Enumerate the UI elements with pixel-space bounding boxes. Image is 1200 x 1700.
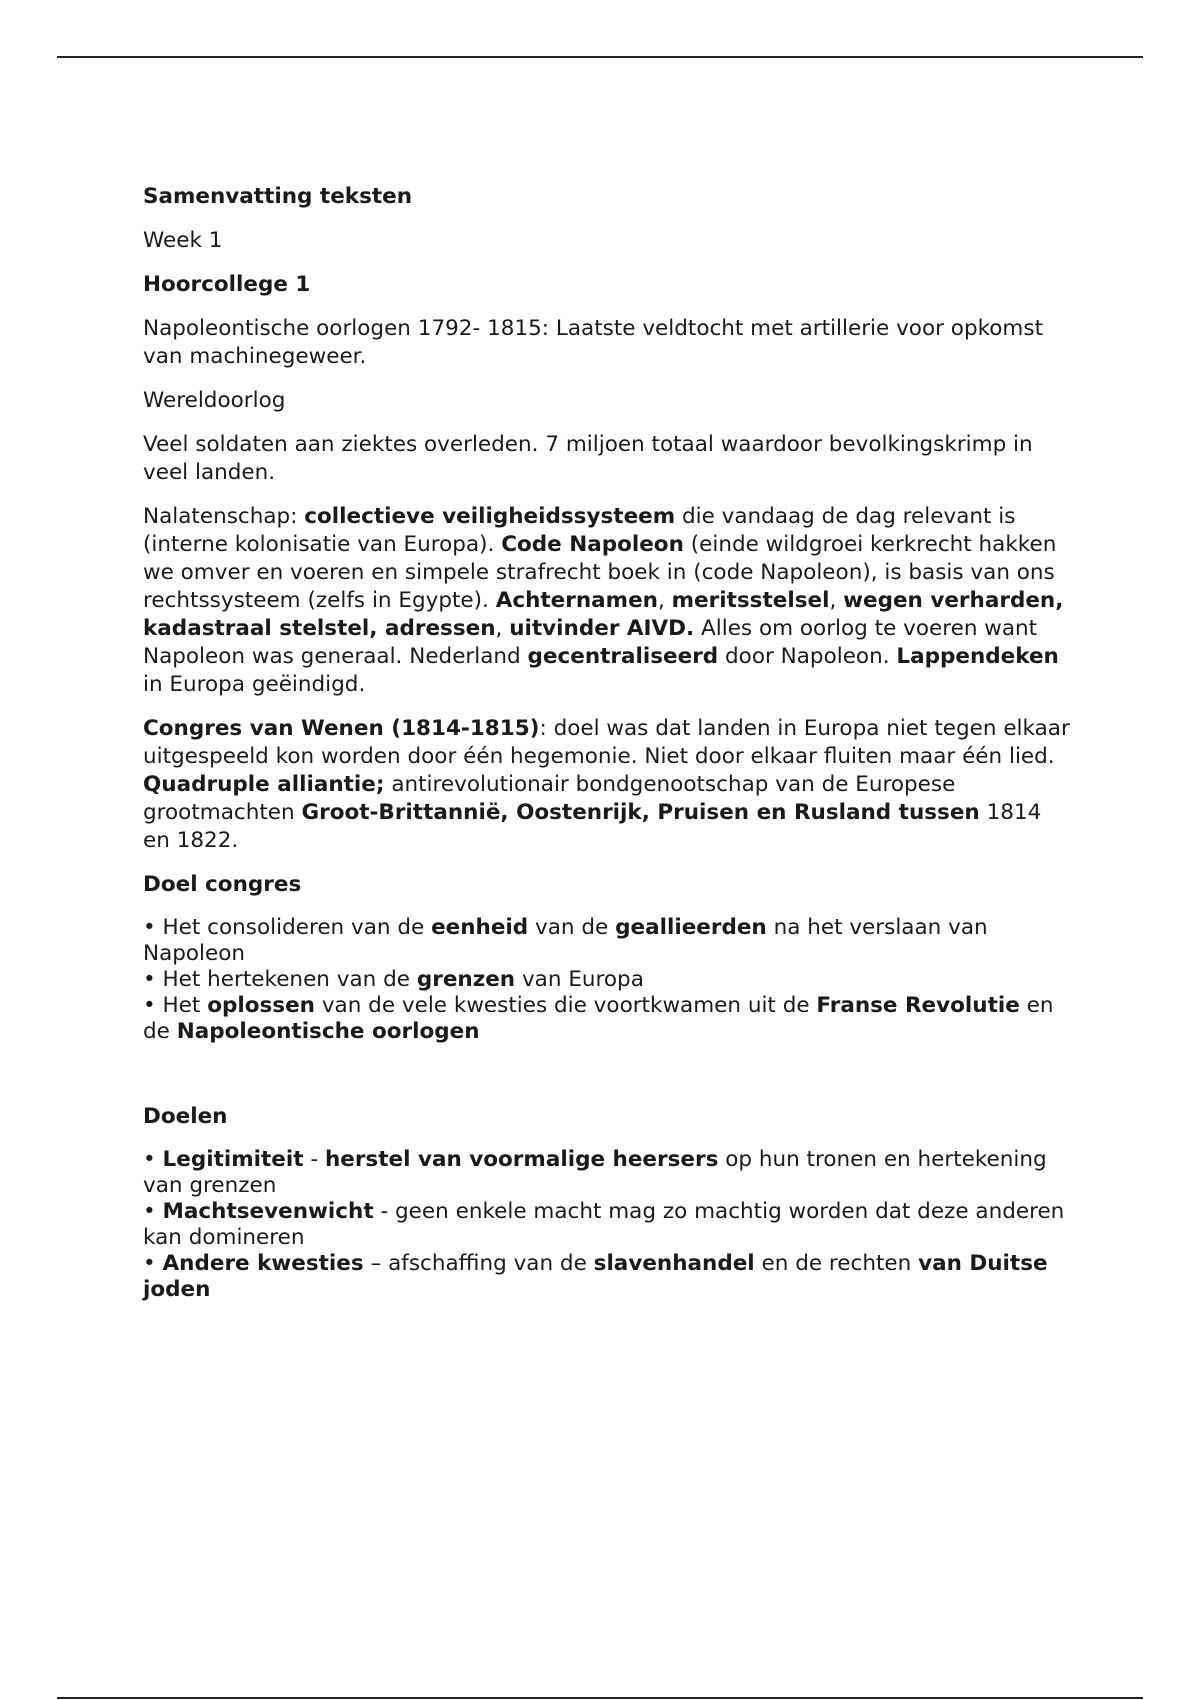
text-run: 1814 en 1822. xyxy=(143,800,1042,853)
text-run: op hun tronen en hertekening van grenzen xyxy=(143,1147,1047,1198)
paragraph-congres xyxy=(143,715,1073,855)
text-run: en de xyxy=(143,993,1054,1044)
bold-text: Andere kwesties xyxy=(162,1251,364,1276)
doel-congres-heading: Doel congres xyxy=(143,872,302,897)
doel-congres-list xyxy=(143,915,1073,1045)
doelen-list xyxy=(143,1147,1073,1303)
spacer xyxy=(143,1061,1073,1103)
text-run: • xyxy=(143,1199,163,1224)
top-rule xyxy=(57,56,1143,58)
paragraph-nalatenschap xyxy=(143,503,1073,699)
text-run: van Europa xyxy=(515,967,644,992)
bold-text: Lappendeken xyxy=(896,644,1059,669)
text-run: Nalatenschap: xyxy=(143,504,305,529)
text-run: die vandaag de dag relevant is (interne kolonisatie van Europa). xyxy=(143,504,1016,557)
list-item xyxy=(143,1199,1073,1251)
list-item xyxy=(143,1147,1073,1199)
bold-text: Franse Revolutie xyxy=(816,993,1020,1018)
text-run: , xyxy=(829,588,844,613)
bold-text: herstel van voormalige heersers xyxy=(324,1147,719,1172)
bold-text: wegen verharden, kadastraal stelstel, adressen xyxy=(143,588,1064,641)
text-run: : doel was dat landen in Europa niet tegen elkaar uitgespeeld kon worden door één hegemonie. Niet door elkaar fluiten maar één lied. xyxy=(143,716,1070,769)
list-item xyxy=(143,915,1073,967)
text-run: in Europa geëindigd. xyxy=(143,672,366,697)
bold-text: van Duitse joden xyxy=(143,1251,1048,1302)
text-run: door Napoleon. xyxy=(718,644,897,669)
bold-text: grenzen xyxy=(416,967,516,992)
text-run: Alles om oorlog te voeren want Napoleon was generaal. Nederland xyxy=(143,616,1038,669)
bold-text: uitvinder AIVD. xyxy=(509,616,695,641)
bold-text: Quadruple alliantie; xyxy=(143,772,385,797)
text-run: en de rechten xyxy=(754,1251,919,1276)
paragraph-wereldoorlog: Wereldoorlog xyxy=(143,388,286,413)
text-run: • Het hertekenen van de xyxy=(143,967,417,992)
bold-text: Achternamen xyxy=(495,588,658,613)
text-run: na het verslaan van Napoleon xyxy=(143,915,988,966)
list-item xyxy=(143,1251,1073,1303)
text-run: , xyxy=(495,616,510,641)
lecture-heading: Hoorcollege 1 xyxy=(143,272,311,297)
list-item xyxy=(143,967,1073,993)
text-run: antirevolutionair bondgenootschap van de Europese grootmachten xyxy=(143,772,956,825)
text-run: • Het consolideren van de xyxy=(143,915,432,940)
bold-text: slavenhandel xyxy=(593,1251,755,1276)
bottom-rule xyxy=(57,1697,1143,1699)
bold-text: meritsstelsel xyxy=(671,588,830,613)
bold-text: Machtsevenwicht xyxy=(162,1199,374,1224)
text-run: - geen enkele macht mag zo machtig worden dat deze anderen kan domineren xyxy=(143,1199,1065,1250)
text-run: van de xyxy=(528,915,616,940)
bold-text: eenheid xyxy=(431,915,529,940)
bold-text: Napoleontische oorlogen xyxy=(176,1019,480,1044)
bold-text: oplossen xyxy=(207,993,315,1018)
week-label: Week 1 xyxy=(143,228,223,253)
bold-text: geallieerden xyxy=(615,915,767,940)
bold-text: Legitimiteit xyxy=(162,1147,304,1172)
text-run: (einde wildgroei kerkrecht hakken we omver en voeren en simpele strafrecht boek in (code Napoleon), is basis van ons rechtssysteem (zelfs in Egypte). xyxy=(143,532,1057,613)
text-run: , xyxy=(657,588,672,613)
text-run: - xyxy=(303,1147,325,1172)
paragraph-napoleon: Napoleontische oorlogen 1792- 1815: Laatste veldtocht met artillerie voor opkomst van machinegeweer. xyxy=(143,316,1044,369)
document-body xyxy=(143,183,1073,1319)
bold-text: collectieve veiligheidssysteem xyxy=(304,504,676,529)
list-item xyxy=(143,993,1073,1045)
document-title: Samenvatting teksten xyxy=(143,184,413,209)
text-run: • xyxy=(143,1147,163,1172)
text-run: • Het xyxy=(143,993,208,1018)
doelen-heading: Doelen xyxy=(143,1104,228,1129)
paragraph-soldaten: Veel soldaten aan ziektes overleden. 7 miljoen totaal waardoor bevolkingskrimp in veel landen. xyxy=(143,432,1033,485)
bold-text: Groot-Brittannië, Oostenrijk, Pruisen en Rusland tussen xyxy=(301,800,980,825)
bold-text: Congres van Wenen (1814-1815) xyxy=(143,716,540,741)
bold-text: gecentraliseerd xyxy=(527,644,719,669)
text-run: – afschaffing van de xyxy=(363,1251,594,1276)
text-run: van de vele kwesties die voortkwamen uit de xyxy=(314,993,817,1018)
bold-text: Code Napoleon xyxy=(501,532,684,557)
text-run: • xyxy=(143,1251,163,1276)
